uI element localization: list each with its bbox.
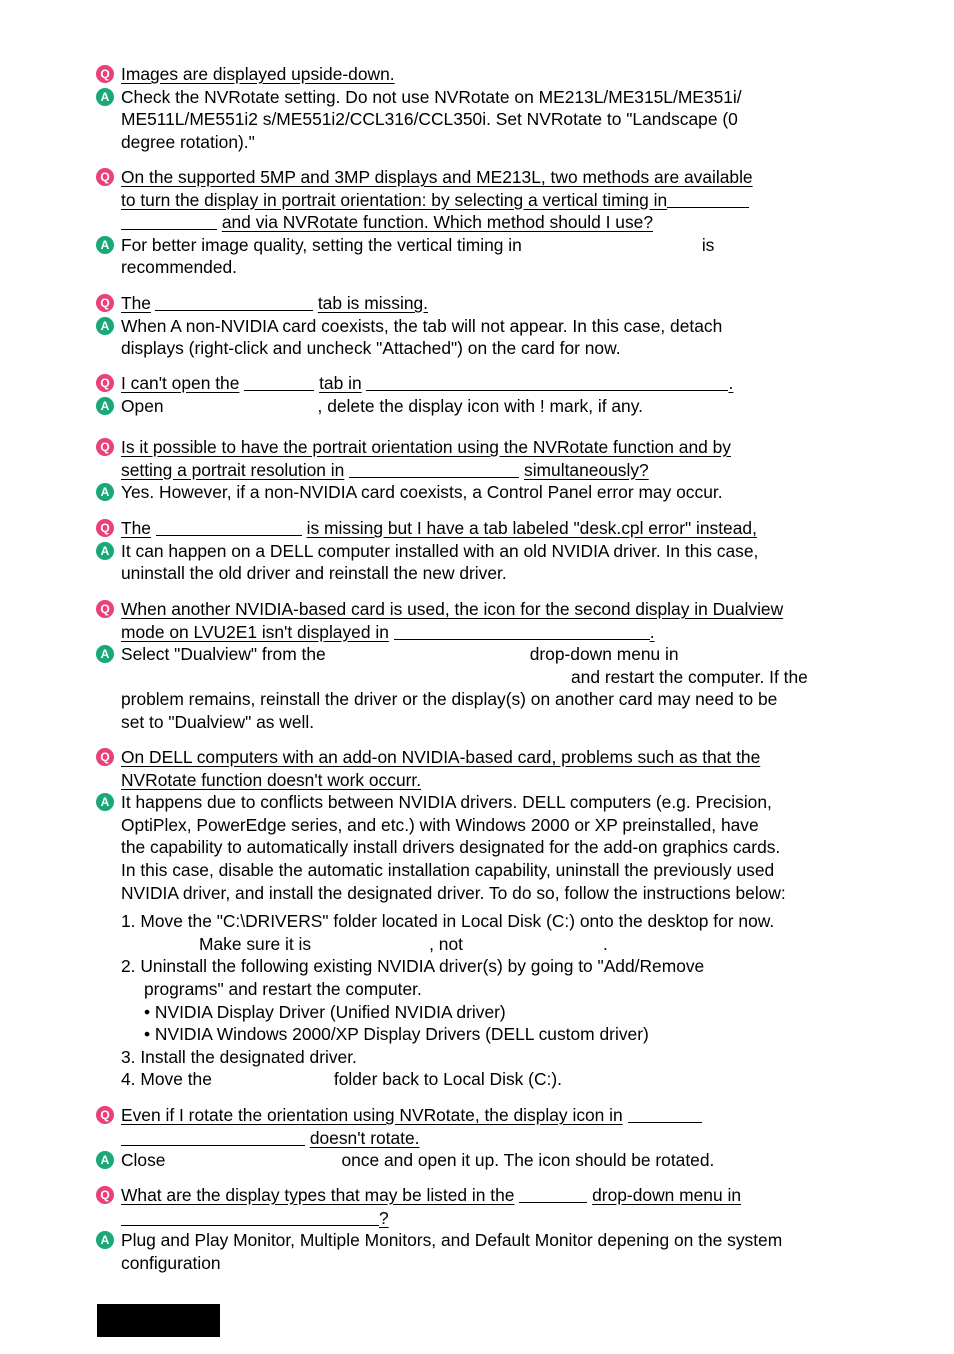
answer: A Yes. However, if a non-NVIDIA card coexists, a Control Panel error may occur. xyxy=(96,481,866,504)
qa-item xyxy=(96,746,866,1091)
answer-badge-icon: A xyxy=(96,1231,114,1249)
step-bullet: • NVIDIA Windows 2000/XP Display Drivers (DELL custom driver) xyxy=(144,1024,649,1045)
step: 4. Move the folder back to Local Disk (C:). xyxy=(121,1069,562,1090)
blank xyxy=(156,519,302,536)
answer-badge-icon: A xyxy=(96,793,114,811)
blank xyxy=(349,461,519,478)
answer: A When A non-NVIDIA card coexists, the tab will not appear. In this case, detach displays (right-click and uncheck "Attached") on the card for now. xyxy=(96,315,866,360)
answer-badge-icon: A xyxy=(96,1151,114,1169)
question-badge-icon: Q xyxy=(96,600,114,618)
blank xyxy=(519,1186,587,1203)
answer: A Open , delete the display icon with ! mark, if any. xyxy=(96,395,866,418)
blank xyxy=(121,1129,305,1146)
question: Q When another NVIDIA-based card is used, the icon for the second display in Dualview mode on LVU2E1 isn't displayed in . xyxy=(96,598,866,643)
qa-item xyxy=(96,372,866,417)
answer: A Plug and Play Monitor, Multiple Monitors, and Default Monitor depening on the system configuration xyxy=(96,1229,866,1274)
qa-item xyxy=(96,63,866,153)
question-badge-icon: Q xyxy=(96,294,114,312)
answer-badge-icon: A xyxy=(96,645,114,663)
blank xyxy=(667,191,749,208)
question: Q Is it possible to have the portrait orientation using the NVRotate function and by setting a portrait resolution in simultaneously? xyxy=(96,436,866,481)
question: Q The tab is missing. xyxy=(96,292,866,315)
blank xyxy=(155,294,313,311)
blank xyxy=(628,1106,702,1123)
page-footer-block xyxy=(97,1304,220,1337)
instruction-steps xyxy=(96,910,866,1091)
answer: A It can happen on a DELL computer installed with an old NVIDIA driver. In this case, uninstall the old driver and reinstall the new driver. xyxy=(96,540,866,585)
question-badge-icon: Q xyxy=(96,65,114,83)
question-badge-icon: Q xyxy=(96,438,114,456)
answer-badge-icon: A xyxy=(96,236,114,254)
qa-item xyxy=(96,517,866,585)
qa-item xyxy=(96,1184,866,1274)
answer-badge-icon: A xyxy=(96,88,114,106)
answer: A Select "Dualview" from the drop-down menu in and restart the computer. If the problem remains, reinstall the driver or the display(s) on another card may need to be set to "Dualview" as well. xyxy=(96,643,866,733)
answer: A For better image quality, setting the vertical timing in is recommended. xyxy=(96,234,866,279)
blank xyxy=(121,213,217,230)
step: 3. Install the designated driver. xyxy=(121,1046,357,1067)
question-badge-icon: Q xyxy=(96,519,114,537)
step: 2. Uninstall the following existing NVIDIA driver(s) by going to "Add/Remove xyxy=(121,956,705,977)
question: Q Even if I rotate the orientation using NVRotate, the display icon in doesn't rotate. xyxy=(96,1104,866,1149)
answer: A Close once and open it up. The icon should be rotated. xyxy=(96,1149,866,1172)
qa-item xyxy=(96,436,866,504)
question-badge-icon: Q xyxy=(96,1106,114,1124)
question: Q What are the display types that may be listed in the drop-down menu in ? xyxy=(96,1184,866,1229)
step-note: Make sure it is , not . xyxy=(199,933,608,954)
answer: A Check the NVRotate setting. Do not use NVRotate on ME213L/ME315L/ME351i/ ME511L/ME551i2 s/ME551i2/CCL316/CCL350i. Set NVRotate to "Landscape (0 degree rotation)." xyxy=(96,86,866,154)
answer-badge-icon: A xyxy=(96,542,114,560)
question: Q The is missing but I have a tab labeled "desk.cpl error" instead, xyxy=(96,517,866,540)
question: Q I can't open the tab in . xyxy=(96,372,866,395)
blank xyxy=(366,374,728,391)
question: Q On DELL computers with an add-on NVIDIA-based card, problems such as that the NVRotate function doesn't work occurr. xyxy=(96,746,866,791)
blank xyxy=(244,374,314,391)
step: 1. Move the "C:\DRIVERS" folder located in Local Disk (C:) onto the desktop for now. xyxy=(121,911,775,932)
question-badge-icon: Q xyxy=(96,168,114,186)
step-bullet: • NVIDIA Display Driver (Unified NVIDIA driver) xyxy=(144,1001,506,1022)
question-badge-icon: Q xyxy=(96,1186,114,1204)
question-badge-icon: Q xyxy=(96,374,114,392)
step-continued: programs" and restart the computer. xyxy=(144,978,422,999)
question: Q Images are displayed upside-down. xyxy=(96,63,866,86)
blank xyxy=(394,623,650,640)
answer-badge-icon: A xyxy=(96,397,114,415)
answer-badge-icon: A xyxy=(96,483,114,501)
answer-badge-icon: A xyxy=(96,317,114,335)
qa-item xyxy=(96,292,866,360)
answer: A It happens due to conflicts between NVIDIA drivers. DELL computers (e.g. Precision, OptiPlex, PowerEdge series, and etc.) with Windows 2000 or XP preinstalled, have the capability to automatically install drivers designated for the add-on graphics cards. In this case, disable the automatic installation capability, uninstall the previously used NVIDIA driver, and install the designated driver. To do so, follow the instructions below: xyxy=(96,791,866,904)
question-badge-icon: Q xyxy=(96,748,114,766)
qa-item xyxy=(96,598,866,734)
qa-item xyxy=(96,1104,866,1172)
blank xyxy=(121,1209,379,1226)
qa-item xyxy=(96,166,866,279)
question: Q On the supported 5MP and 3MP displays and ME213L, two methods are available to turn the display in portrait orientation: by selecting a vertical timing in and via NVRotate function. Which method should I use? xyxy=(96,166,866,234)
